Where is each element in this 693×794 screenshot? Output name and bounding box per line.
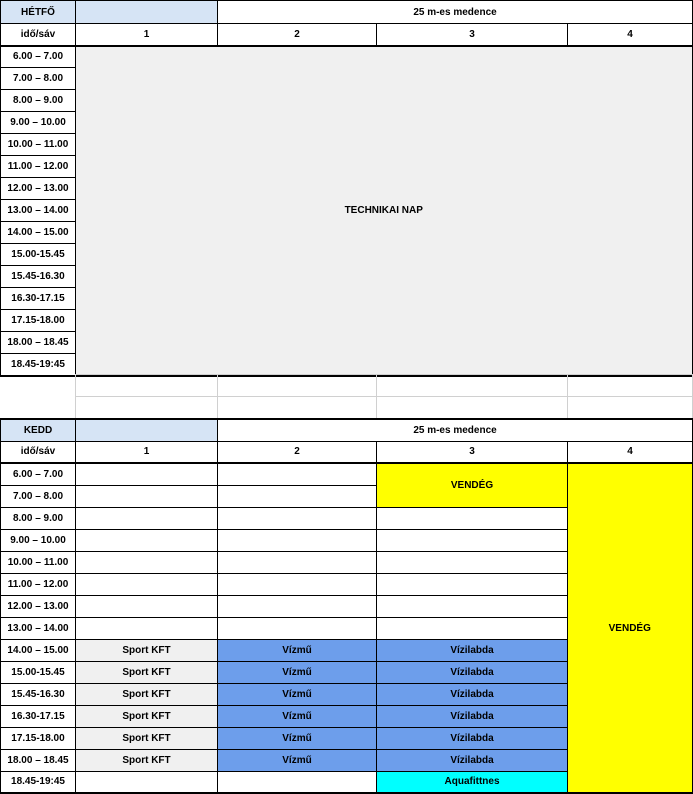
tuesday-time-slot: 10.00 – 11.00 [1,551,76,573]
monday-time-slot: 6.00 – 7.00 [1,46,76,68]
monday-time-slot: 7.00 – 8.00 [1,68,76,90]
tuesday-lane-3-header: 3 [377,441,568,463]
lane1-booking: Sport KFT [76,727,218,749]
schedule-cell [218,617,377,639]
monday-time-slot: 9.00 – 10.00 [1,112,76,134]
monday-time-slot: 13.00 – 14.00 [1,200,76,222]
tuesday-time-slot: 18.00 – 18.45 [1,749,76,771]
tuesday-lane-1-header: 1 [76,441,218,463]
schedule-cell [377,595,568,617]
schedule-cell [76,463,218,485]
spacer-cell [567,375,692,397]
spacer-cell [217,375,376,397]
lane1-booking: Sport KFT [76,705,218,727]
monday-time-slot: 8.00 – 9.00 [1,90,76,112]
schedule-cell [76,507,218,529]
monday-day-label: HÉTFŐ [1,1,76,24]
tuesday-pool-title: 25 m-es medence [218,419,693,441]
monday-time-slot: 18.45-19:45 [1,354,76,376]
lane2-booking: Vízmű [218,749,377,771]
monday-pool-title: 25 m-es medence [218,1,693,24]
monday-lane-4-header: 4 [568,24,693,46]
spacer-cell [567,397,692,419]
schedule-cell [76,573,218,595]
tuesday-time-slot: 6.00 – 7.00 [1,463,76,485]
monday-technical-day-block: TECHNIKAI NAP [76,46,693,376]
lane2-booking: Vízmű [218,661,377,683]
monday-time-slot: 14.00 – 15.00 [1,222,76,244]
lane3-evening-booking: Aquafittnes [377,771,568,793]
schedule-cell [377,529,568,551]
tuesday-header-empty [76,419,218,441]
spacer-cell [75,397,217,419]
lane1-booking: Sport KFT [76,749,218,771]
tuesday-time-slot: 15.45-16.30 [1,683,76,705]
lane2-booking: Vízmű [218,727,377,749]
spacer-cell [217,397,376,419]
lane3-booking: Vízilabda [377,705,568,727]
tuesday-lane-4-header: 4 [568,441,693,463]
spacer-cell [376,397,567,419]
schedule-cell [377,617,568,639]
lane1-booking: Sport KFT [76,661,218,683]
monday-header-empty [76,1,218,24]
monday-time-slot: 18.00 – 18.45 [1,332,76,354]
lane2-booking: Vízmű [218,639,377,661]
schedule-cell [218,463,377,485]
monday-time-slot: 16.30-17.15 [1,288,76,310]
lane3-booking: Vízilabda [377,639,568,661]
monday-lane-3-header: 3 [377,24,568,46]
schedule-cell [76,529,218,551]
monday-lane-2-header: 2 [218,24,377,46]
schedule-cell [76,595,218,617]
tuesday-lane-2-header: 2 [218,441,377,463]
lane2-booking: Vízmű [218,705,377,727]
schedule-cell [76,771,218,793]
lane3-booking: Vízilabda [377,683,568,705]
schedule-cell [218,573,377,595]
spacer-cell [0,375,75,397]
tuesday-time-slot: 13.00 – 14.00 [1,617,76,639]
schedule-cell [218,595,377,617]
tuesday-time-slot: 12.00 – 13.00 [1,595,76,617]
lane3-guest-block: VENDÉG [377,463,568,507]
spacer-grid [0,374,693,419]
schedule-cell [377,507,568,529]
schedule-cell [76,485,218,507]
monday-time-header: idő/sáv [1,24,76,46]
lane3-booking: Vízilabda [377,661,568,683]
monday-time-slot: 11.00 – 12.00 [1,156,76,178]
schedule-cell [218,507,377,529]
lane3-booking: Vízilabda [377,749,568,771]
tuesday-time-slot: 18.45-19:45 [1,771,76,793]
lane4-guest-block: VENDÉG [568,463,693,793]
monday-time-slot: 17.15-18.00 [1,310,76,332]
spacer-cell [376,375,567,397]
monday-time-slot: 15.00-15.45 [1,244,76,266]
lane3-booking: Vízilabda [377,727,568,749]
spacer-cell [75,375,217,397]
tuesday-day-label: KEDD [1,419,76,441]
monday-time-slot: 12.00 – 13.00 [1,178,76,200]
schedule-cell [218,771,377,793]
tuesday-time-slot: 7.00 – 8.00 [1,485,76,507]
monday-time-slot: 15.45-16.30 [1,266,76,288]
tuesday-time-slot: 9.00 – 10.00 [1,529,76,551]
monday-lane-1-header: 1 [76,24,218,46]
tuesday-time-slot: 14.00 – 15.00 [1,639,76,661]
schedule-cell [76,551,218,573]
tuesday-time-slot: 17.15-18.00 [1,727,76,749]
schedule-cell [218,485,377,507]
lane2-booking: Vízmű [218,683,377,705]
tuesday-time-slot: 16.30-17.15 [1,705,76,727]
tuesday-schedule-table [0,418,693,794]
lane1-booking: Sport KFT [76,639,218,661]
schedule-cell [377,573,568,595]
tuesday-time-slot: 15.00-15.45 [1,661,76,683]
tuesday-time-slot: 8.00 – 9.00 [1,507,76,529]
spacer-cell [0,397,75,419]
monday-schedule-table [0,0,693,377]
schedule-cell [377,551,568,573]
schedule-cell [218,529,377,551]
tuesday-time-header: idő/sáv [1,441,76,463]
schedule-cell [76,617,218,639]
tuesday-time-slot: 11.00 – 12.00 [1,573,76,595]
monday-time-slot: 10.00 – 11.00 [1,134,76,156]
lane1-booking: Sport KFT [76,683,218,705]
schedule-cell [218,551,377,573]
